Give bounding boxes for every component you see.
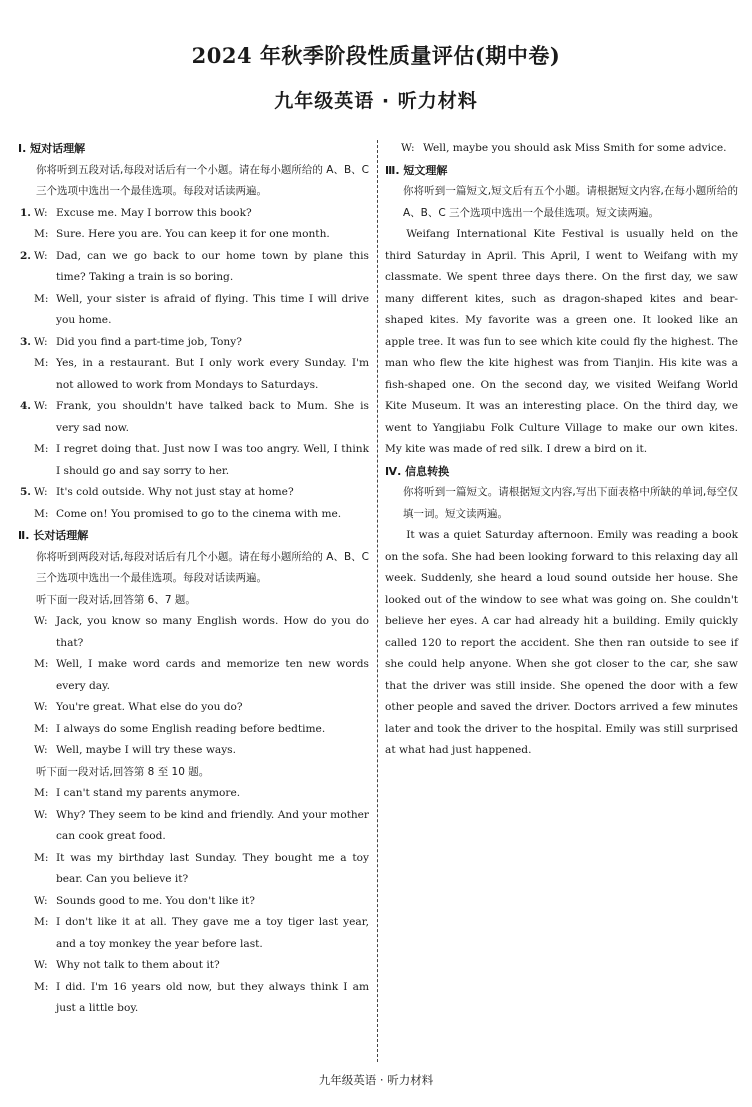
dialog-line xyxy=(18,504,369,526)
dialog-line xyxy=(18,891,369,913)
speaker: W: xyxy=(34,808,48,821)
dialog-text: Frank, you shouldn't have talked back to Mum. She is very sad now. xyxy=(56,400,369,434)
dialog-text: It was my birthday last Sunday. They bought me a toy bear. Can you believe it? xyxy=(56,851,369,885)
dialog-text: You're great. What else do you do? xyxy=(56,701,243,713)
dialog-text: Dad, can we go back to our home town by plane this time? Taking a train is so boring. xyxy=(56,249,369,283)
left-column xyxy=(18,138,369,1020)
dialog-line xyxy=(18,697,369,719)
item-number: 5. xyxy=(19,486,31,498)
section-2-instruction: 你将听到两段对话,每段对话后有几个小题。请在每小题所给的 A、B、C 三个选项中选出一个最佳选项。每段对话读两遍。 xyxy=(36,550,369,584)
page-title: 2024 年秋季阶段性质量评估(期中卷) xyxy=(191,43,561,68)
speaker: M: xyxy=(34,722,49,735)
dialog-line xyxy=(18,224,369,246)
speaker: M: xyxy=(34,443,49,455)
dialog-text: Well, I make word cards and memorize ten new words every day. xyxy=(56,658,369,692)
speaker: W: xyxy=(34,400,48,412)
speaker: M: xyxy=(34,916,49,928)
speaker: M: xyxy=(34,507,49,520)
dialog-text: Come on! You promised to go to the cinema with me. xyxy=(56,507,342,520)
dialog-2-intro: 听下面一段对话,回答第 8 至 10 题。 xyxy=(36,765,210,778)
dialog-text: Why not talk to them about it? xyxy=(56,959,220,971)
page-subtitle: 九年级英语 · 听力材料 xyxy=(274,90,478,112)
dialog-line xyxy=(18,611,369,654)
speaker: W: xyxy=(34,335,48,348)
item-number: 4. xyxy=(19,400,31,412)
section-3-instruction: 你将听到一篇短文,短文后有五个小题。请根据短文内容,在每小题所给的 A、B、C 三个选项中选出一个最佳选项。短文读两遍。 xyxy=(403,185,738,219)
dialog-line xyxy=(18,482,369,504)
dialog-text: I always do some English reading before bedtime. xyxy=(56,722,326,735)
dialog-text: I don't like it at all. They gave me a toy tiger last year, and a toy monkey the year before last. xyxy=(56,916,369,950)
dialog-line xyxy=(18,439,369,482)
item-number: 1. xyxy=(19,206,31,219)
dialog-line xyxy=(18,805,369,848)
speaker: M: xyxy=(34,787,49,799)
dialog-line xyxy=(18,396,369,439)
section-2-heading: Ⅱ. 长对话理解 xyxy=(18,529,89,542)
dialog-line xyxy=(18,848,369,891)
speaker: W: xyxy=(34,744,48,756)
speaker: W: xyxy=(34,206,48,219)
dialog-text: I did. I'm 16 years old now, but they always think I am just a little boy. xyxy=(56,980,369,1014)
dialog-line xyxy=(18,246,369,289)
speaker: M: xyxy=(34,980,49,993)
dialog-text: Sure. Here you are. You can keep it for one month. xyxy=(56,228,330,240)
dialog-text: Why? They seem to be kind and friendly. And your mother can cook great food. xyxy=(56,808,369,842)
section-1-heading: Ⅰ. 短对话理解 xyxy=(18,142,86,155)
dialog-text: Well, your sister is afraid of flying. This time I will drive you home. xyxy=(56,292,369,326)
right-column xyxy=(385,138,738,762)
section-4-passage: It was a quiet Saturday afternoon. Emily was reading a book on the sofa. She had been looking forward to this relaxing day all week. Suddenly, she heard a loud sound outside her house. She looked out of the window to see what was going on. She couldn't believe her eyes. A car had already hit a building. Emily quickly called 120 to report the accident. She then ran outside to see if she could help anyone. When she got closer to the car, she saw that the driver was still inside. She opened the door with a few other people and saved the driver. Doctors arrived a few minutes later and took the driver to the hospital. Emily was still surprised at what had just happened. xyxy=(385,529,738,756)
section-4-heading: Ⅳ. 信息转换 xyxy=(385,464,450,478)
dialog-line xyxy=(18,955,369,977)
speaker: M: xyxy=(34,357,49,369)
dialog-line xyxy=(18,203,369,225)
speaker: M: xyxy=(34,851,49,864)
speaker: W: xyxy=(34,894,48,907)
speaker: W: xyxy=(34,615,48,627)
section-1-instruction: 你将听到五段对话,每段对话后有一个小题。请在每小题所给的 A、B、C 三个选项中选出一个最佳选项。每段对话读两遍。 xyxy=(36,163,369,197)
dialog-2 xyxy=(18,783,369,1020)
section-4-instruction: 你将听到一篇短文。请根据短文内容,写出下面表格中所缺的单词,每空仅填一词。短文读两遍。 xyxy=(403,486,738,520)
dialog-line xyxy=(18,332,369,354)
dialog-line xyxy=(18,289,369,332)
section-1-items xyxy=(18,203,369,526)
dialog-text: Excuse me. May I borrow this book? xyxy=(56,206,252,219)
dialog-line xyxy=(18,740,369,762)
dialog-line xyxy=(18,783,369,805)
speaker: M: xyxy=(34,658,49,670)
section-3-passage: Weifang International Kite Festival is usually held on the third Saturday in April. This April, I went to Weifang with my classmate. We spent three days there. On the first day, we saw many different kites, such as dragon-shaped kites and bear-shaped kites. My favorite was a green one. It looked like an apple tree. It was fun to see which kite could fly the highest. The man who flew the kite highest was from Tianjin. His kite was a fish-shaped one. On the second day, we visited Weifang World Kite Museum. It was an interesting place. On the third day, we went to Yangjiabu Folk Culture Village to make our own kites. My kite was made of red silk. I drew a bird on it. xyxy=(385,228,738,455)
section-3-heading: Ⅲ. 短文理解 xyxy=(385,163,448,177)
dialog-text: Did you find a part-time job, Tony? xyxy=(56,335,242,348)
dialog-text: It's cold outside. Why not just stay at home? xyxy=(56,486,294,498)
speaker: W: xyxy=(34,701,48,713)
dialog-1-intro: 听下面一段对话,回答第 6、7 题。 xyxy=(36,593,196,606)
dialog-text: I can't stand my parents anymore. xyxy=(56,787,241,799)
speaker: W: xyxy=(34,486,48,498)
speaker: W: xyxy=(34,249,48,262)
dialog-text: Yes, in a restaurant. But I only work every Sunday. I'm not allowed to work from Mondays to Saturdays. xyxy=(56,357,369,391)
dialog-text: Sounds good to me. You don't like it? xyxy=(56,894,255,907)
speaker: W: xyxy=(34,959,48,971)
dialog-text: Well, maybe I will try these ways. xyxy=(56,744,236,756)
column-divider xyxy=(377,140,378,1062)
dialog-line xyxy=(385,138,738,160)
item-number: 2. xyxy=(19,249,31,262)
dialog-line xyxy=(18,912,369,955)
dialog-line xyxy=(18,353,369,396)
dialog-text: I regret doing that. Just now I was too angry. Well, I think I should go and say sorry to her. xyxy=(56,443,369,477)
speaker: M: xyxy=(34,292,49,305)
speaker: M: xyxy=(34,228,49,240)
speaker: W: xyxy=(401,142,415,154)
dialog-text: Well, maybe you should ask Miss Smith for some advice. xyxy=(423,142,727,154)
dialog-line xyxy=(18,719,369,741)
dialog-1 xyxy=(18,611,369,762)
dialog-line xyxy=(18,654,369,697)
dialog-text: Jack, you know so many English words. How do you do that? xyxy=(56,615,369,649)
dialog-line xyxy=(18,977,369,1020)
item-number: 3. xyxy=(19,335,31,348)
page-footer: 九年级英语 · 听力材料 xyxy=(318,1073,434,1087)
